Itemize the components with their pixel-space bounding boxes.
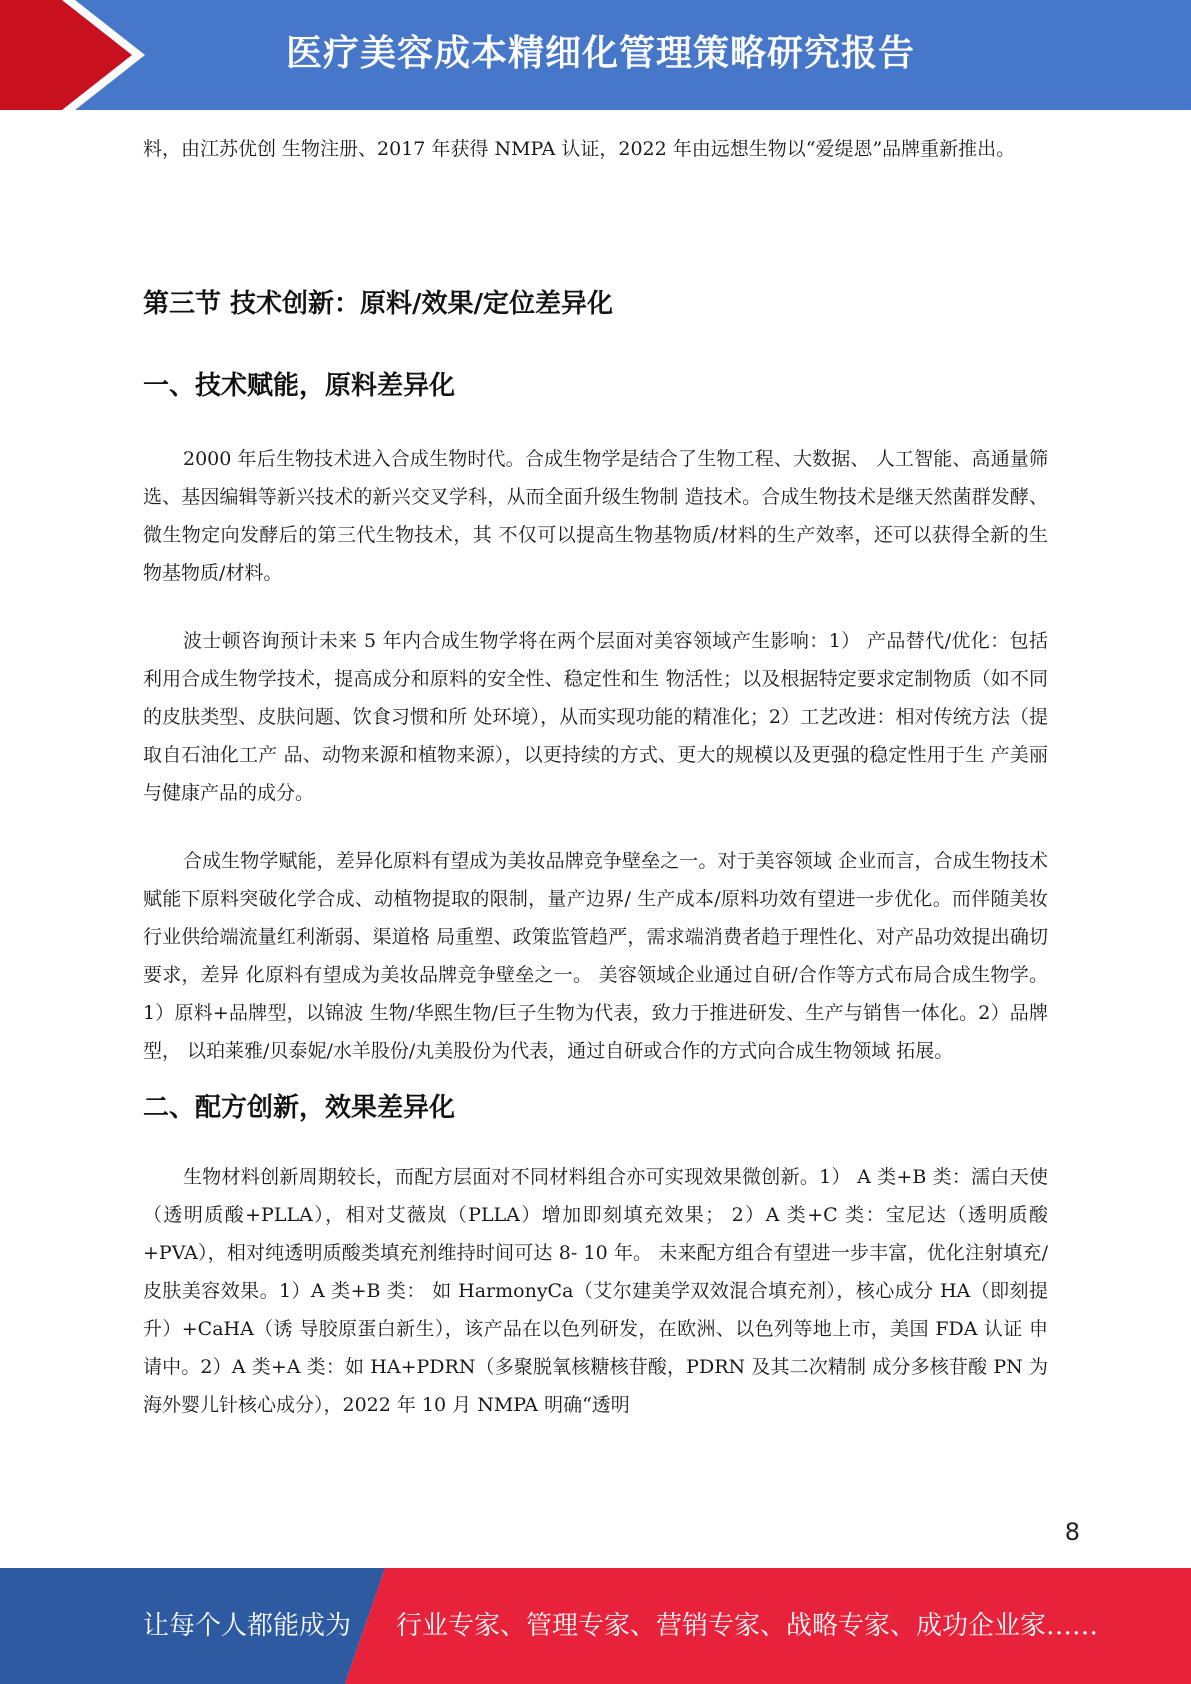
- footer-banner: [0, 1568, 1191, 1684]
- paragraph: 生物材料创新周期较长，而配方层面对不同材料组合亦可实现效果微创新。1） A 类+B 类：濡白天使（透明质酸+PLLA），相对艾薇岚（PLLA）增加即刻填充效果； 2）A 类+C 类：宝尼达（透明质酸+PVA），相对纯透明质酸类填充剂维持时间可达 8- 10 年。 未来配方组合有望进一步丰富，优化注射填充/皮肤美容效果。1）A 类+B 类： 如 HarmonyCa（艾尔建美学双效混合填充剂），核心成分 HA（即刻提升）+CaHA（诱 导胶原蛋白新生），该产品在以色列研发，在欧洲、以色列等地上市，美国 FDA 认证 申请中。2）A 类+A 类：如 HA+PDRN（多聚脱氧核糖核苷酸，PDRN 及其二次精制 成分多核苷酸 PN 为海外婴儿针核心成分），2022 年 10 月 NMPA 明确“透明: [143, 1166, 1048, 1416]
- paragraph: 2000 年后生物技术进入合成生物时代。合成生物学是结合了生物工程、大数据、 人工智能、高通量筛选、基因编辑等新兴技术的新兴交叉学科，从而全面升级生物制 造技术。合成生物技术是继天然菌群发酵、微生物定向发酵后的第三代生物技术，其 不仅可以提高生物基物质/材料的生产效率，还可以获得全新的生物基物质/材料。: [143, 448, 1048, 584]
- paragraph: 合成生物学赋能，差异化原料有望成为美妆品牌竞争壁垒之一。对于美容领域 企业而言，合成生物技术赋能下原料突破化学合成、动植物提取的限制，量产边界/ 生产成本/原料功效有望进一步优化。而伴随美妆行业供给端流量红利渐弱、渠道格 局重塑、政策监管趋严，需求端消费者趋于理性化、对产品功效提出确切要求，差异 化原料有望成为美妆品牌竞争壁垒之一。 美容领域企业通过自研/合作等方式布局合成生物学。1）原料+品牌型，以锦波 生物/华熙生物/巨子生物为代表，致力于推进研发、生产与销售一体化。2）品牌型， 以珀莱雅/贝泰妮/水羊股份/丸美股份为代表，通过自研或合作的方式向合成生物领域 拓展。: [143, 850, 1048, 1062]
- header-banner: [0, 0, 1191, 110]
- subsection-title-materials: 一、技术赋能，原料差异化: [143, 371, 456, 401]
- header-arrow-decoration: [0, 0, 160, 110]
- footer-slogan-right: 行业专家、管理专家、营销专家、战略专家、成功企业家……: [396, 1611, 1099, 1641]
- page-number: 8: [1064, 1518, 1080, 1546]
- section-title: 第三节 技术创新：原料/效果/定位差异化: [143, 289, 614, 319]
- document-body: [143, 130, 1048, 1424]
- intro-continuation-paragraph: 料，由江苏优创 生物注册、2017 年获得 NMPA 认证，2022 年由远想生物以“爱缇恩”品牌重新推出。: [143, 138, 1016, 160]
- report-title: 医疗美容成本精细化管理策略研究报告: [285, 33, 915, 74]
- paragraph: 波士顿咨询预计未来 5 年内合成生物学将在两个层面对美容领域产生影响：1） 产品替代/优化：包括利用合成生物学技术，提高成分和原料的安全性、稳定性和生 物活性；以及根据特定要求定制物质（如不同的皮肤类型、皮肤问题、饮食习惯和所 处环境），从而实现功能的精准化；2）工艺改进：相对传统方法（提取自石油化工产 品、动物来源和植物来源），以更持续的方式、更大的规模以及更强的稳定性用于生 产美丽与健康产品的成分。: [143, 630, 1048, 804]
- footer-slogan-left: 让每个人都能成为: [143, 1611, 352, 1641]
- subsection-title-formula: 二、配方创新，效果差异化: [143, 1093, 456, 1123]
